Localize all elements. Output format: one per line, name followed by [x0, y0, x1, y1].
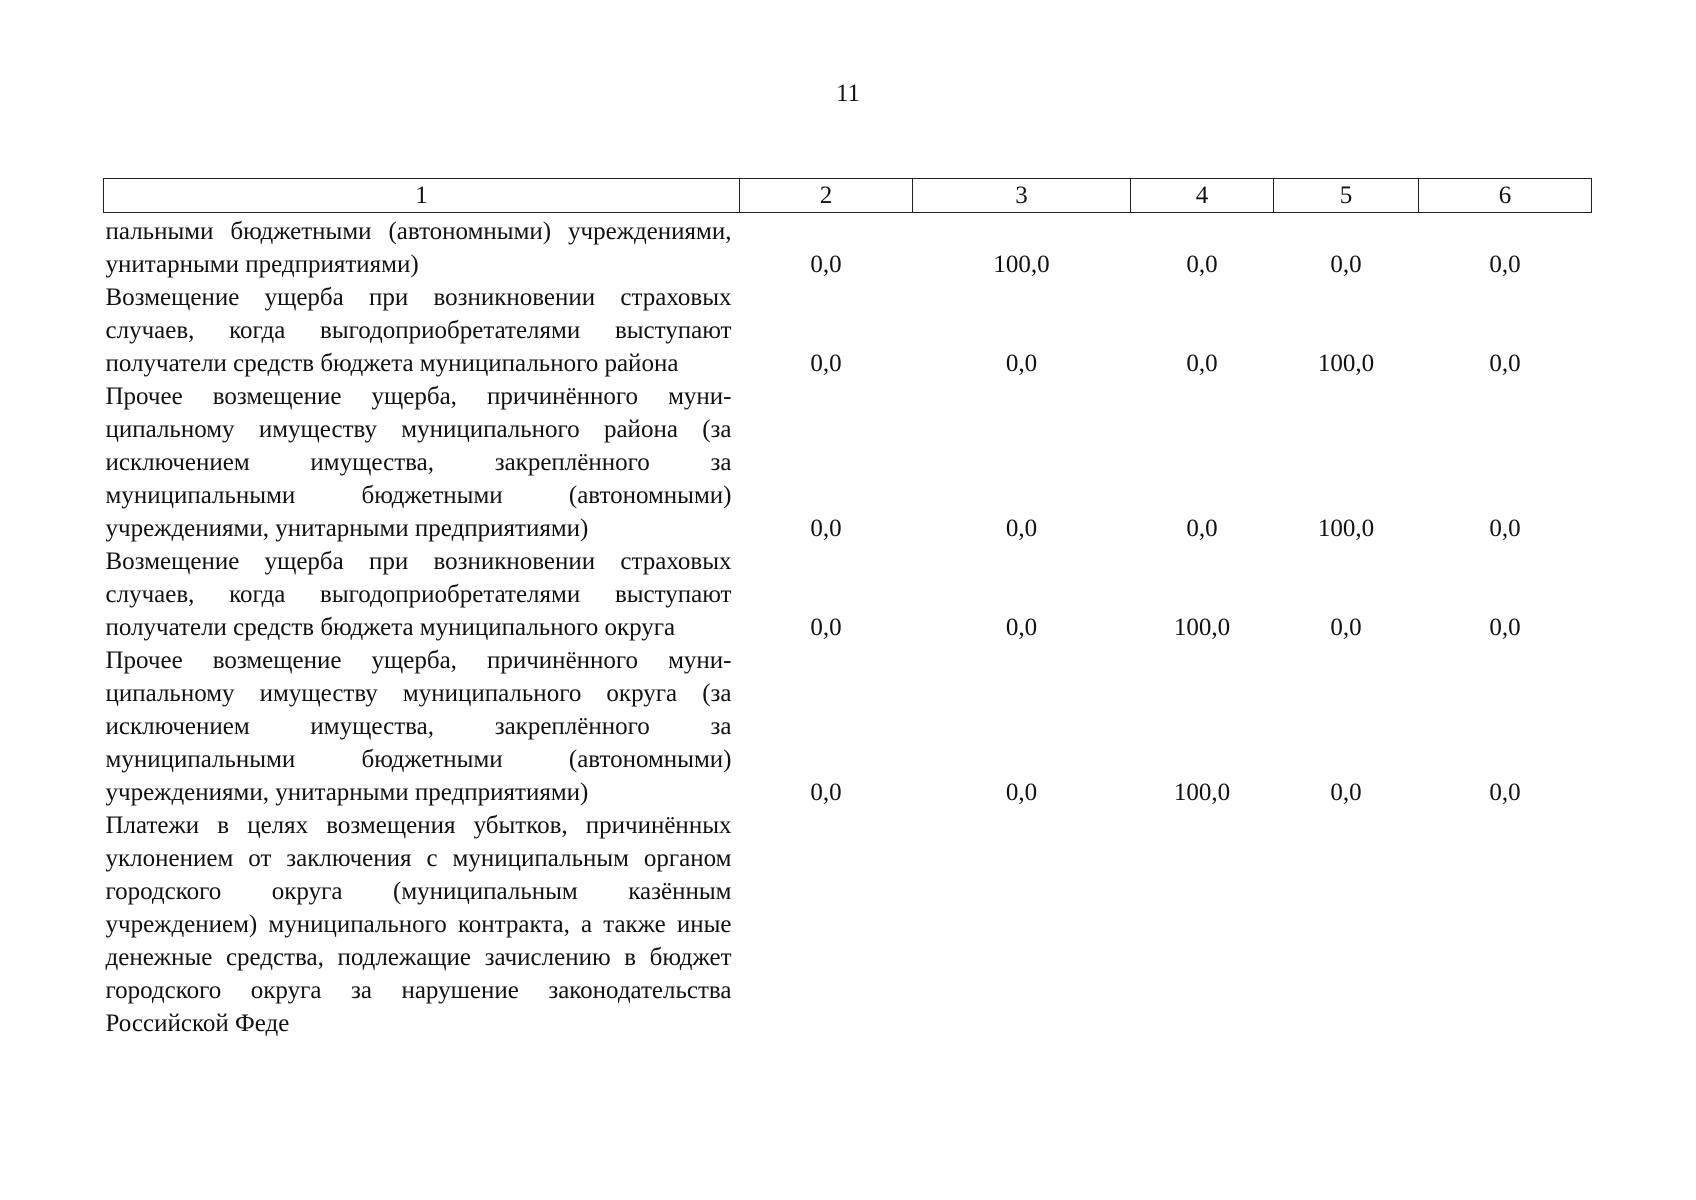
budget-table — [103, 178, 1592, 1040]
row-value-col2: 0,0 — [810, 350, 842, 377]
row-value-col3: 0,0 — [1005, 614, 1038, 641]
row-value-col5: 0,0 — [1330, 614, 1362, 641]
row-value-col4 — [1131, 809, 1274, 1040]
row-value-col5: 100,0 — [1317, 515, 1375, 542]
row-value-col3: 0,0 — [1005, 515, 1038, 542]
row-value-col2: 0,0 — [810, 251, 842, 278]
row-value-col4: 100,0 — [1173, 779, 1231, 806]
column-header-4: 4 — [1131, 179, 1274, 213]
row-value-col4: 0,0 — [1186, 515, 1218, 542]
column-header-1: 1 — [104, 179, 740, 213]
column-header-2: 2 — [740, 179, 913, 213]
row-description: Возмещение ущерба при возникновении страховых случаев, когда выгодоприобретателями выступают получатели средств бюджета муниципального округа — [105, 548, 732, 641]
row-value-col6: 0,0 — [1489, 350, 1521, 377]
row-description: пальными бюджетными (автономными) учреждениями, унитарными предприятиями) — [105, 218, 732, 278]
row-value-col6: 0,0 — [1489, 515, 1521, 542]
row-description: Платежи в целях возмещения убытков, причинённых уклонением от заключения с муниципальным органом городского округа (муниципальным казённым учреждением) муниципального контракта, а также иные денежные средства, подлежащие зачислению в бюджет городского округа за нарушение законодательства Российской Феде — [105, 812, 732, 1037]
row-value-col5: 0,0 — [1330, 251, 1362, 278]
table-row — [104, 809, 1592, 1040]
row-value-col4: 0,0 — [1186, 251, 1218, 278]
table-row — [104, 644, 1592, 809]
row-value-col3: 0,0 — [1005, 779, 1038, 806]
row-value-col6: 0,0 — [1489, 779, 1521, 806]
row-value-col3: 100,0 — [993, 251, 1050, 278]
row-value-col2: 0,0 — [810, 515, 842, 542]
column-header-5: 5 — [1274, 179, 1419, 213]
row-value-col5: 0,0 — [1330, 779, 1362, 806]
row-value-col3: 0,0 — [1005, 350, 1038, 377]
row-description: Возмещение ущерба при возникновении страховых случаев, когда выгодоприобретателями выступают получатели средств бюджета муниципального района — [105, 284, 732, 377]
column-header-3: 3 — [913, 179, 1131, 213]
table-row — [104, 281, 1592, 380]
table-row — [104, 545, 1592, 644]
row-description: Прочее возмещение ущерба, причинённого муниципальному имуществу муниципального округа (за исключением имущества, закреплённого за муниципальными бюджетными (автономными) учреждениями, унитарными предприятиями) — [105, 647, 732, 806]
row-value-col6: 0,0 — [1489, 614, 1521, 641]
row-value-col4: 100,0 — [1173, 614, 1231, 641]
row-value-col5 — [1274, 809, 1419, 1040]
row-value-col6: 0,0 — [1489, 251, 1521, 278]
row-value-col2: 0,0 — [810, 779, 842, 806]
table-row — [104, 213, 1592, 282]
header-row — [104, 179, 1592, 213]
table-row — [104, 380, 1592, 545]
page-number: 11 — [835, 80, 861, 107]
row-value-col3 — [913, 809, 1131, 1040]
column-header-6: 6 — [1419, 179, 1592, 213]
row-value-col2 — [740, 809, 913, 1040]
row-value-col2: 0,0 — [810, 614, 842, 641]
row-value-col5: 100,0 — [1317, 350, 1375, 377]
row-value-col6 — [1419, 809, 1592, 1040]
row-description: Прочее возмещение ущерба, причинённого муниципальному имуществу муниципального района (за исключением имущества, закреплённого за муниципальными бюджетными (автономными) учреждениями, унитарными предприятиями) — [105, 383, 732, 542]
row-value-col4: 0,0 — [1186, 350, 1218, 377]
